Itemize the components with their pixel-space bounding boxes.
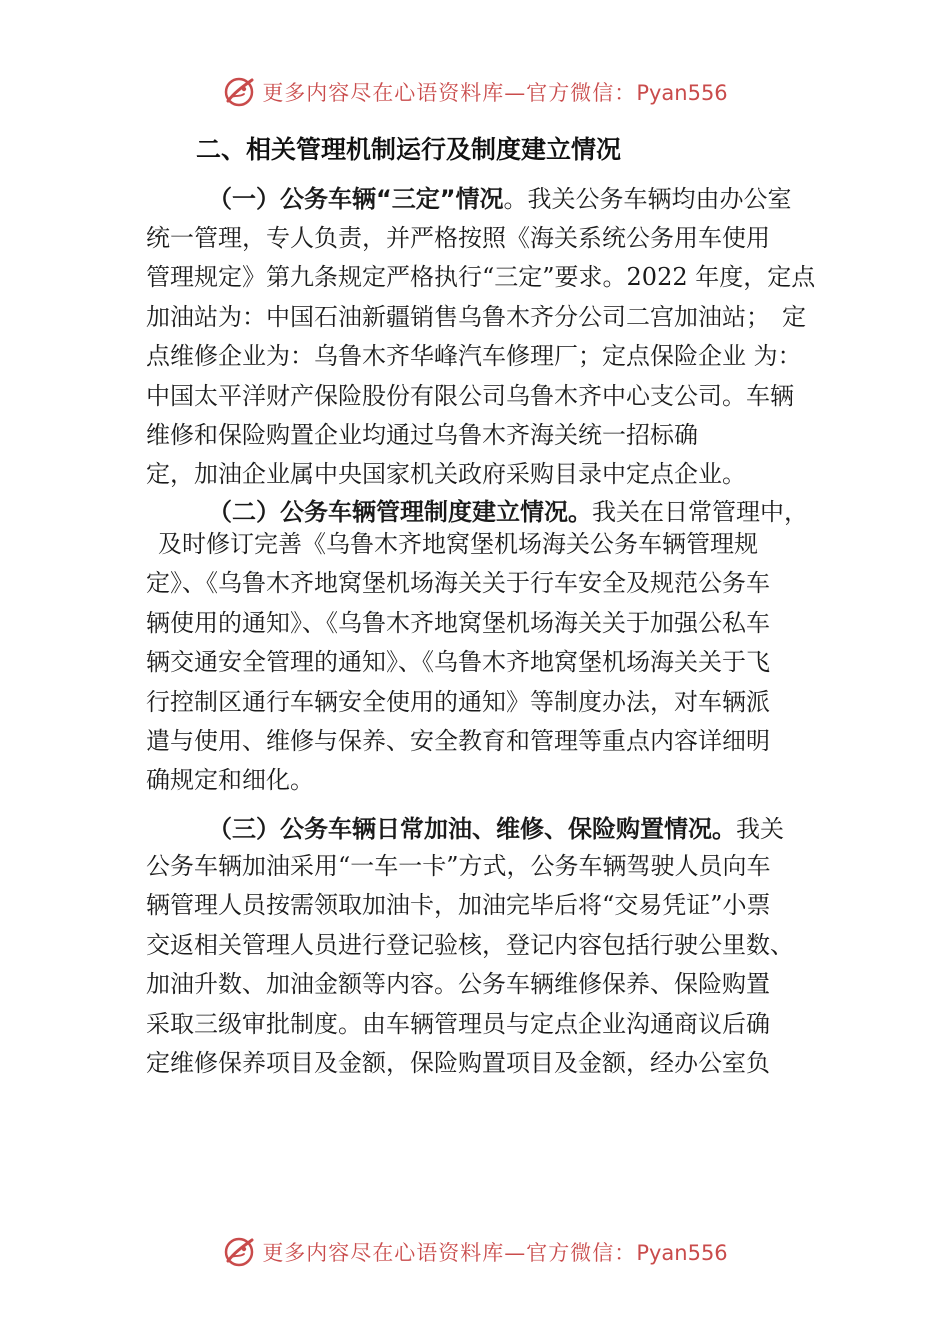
paragraph-line: 辆使用的通知》、《乌鲁木齐地窝堡机场海关关于加强公私车 (146, 609, 770, 637)
section2-title: （二）公务车辆管理制度建立情况。 (208, 498, 592, 526)
paragraph-line: 管理规定》第九条规定严格执行“三定”要求。2022 年度，定点 (146, 263, 816, 291)
paragraph-line: 加油站为：中国石油新疆销售乌鲁木齐分公司二宫加油站； 定 (146, 303, 806, 331)
paragraph-line: 定，加油企业属中央国家机关政府采购目录中定点企业。 (146, 460, 746, 488)
footer-watermark (0, 1232, 950, 1272)
header-watermark (0, 72, 950, 112)
paragraph-line: 采取三级审批制度。由车辆管理员与定点企业沟通商议后确 (146, 1010, 770, 1038)
paragraph-line: 行控制区通行车辆安全使用的通知》等制度办法，对车辆派 (146, 688, 770, 716)
brush-logo-icon (222, 1235, 256, 1269)
paragraph-line: 辆管理人员按需领取加油卡，加油完毕后将“交易凭证”小票 (146, 891, 771, 919)
watermark-text: 更多内容尽在心语资料库—官方微信：Pyan556 (262, 81, 728, 105)
section1-title: （一）公务车辆“三定”情况 (208, 185, 504, 213)
watermark-text: 更多内容尽在心语资料库—官方微信：Pyan556 (262, 1241, 728, 1265)
paragraph-line: 交返相关管理人员进行登记验核，登记内容包括行驶公里数、 (146, 931, 794, 959)
paragraph-line: 确规定和细化。 (146, 766, 314, 794)
paragraph-line: 定维修保养项目及金额，保险购置项目及金额，经办公室负 (146, 1049, 770, 1077)
wechat-id: Pyan556 (636, 81, 728, 105)
section-heading: 二、相关管理机制运行及制度建立情况 (196, 135, 622, 164)
paragraph-line: 辆交通安全管理的通知》、《乌鲁木齐地窝堡机场海关关于飞 (146, 648, 770, 676)
section3-first-line: （三）公务车辆日常加油、维修、保险购置情况。我关 (208, 815, 784, 843)
section2-first-line: （二）公务车辆管理制度建立情况。我关在日常管理中， (208, 498, 808, 526)
paragraph-line: 公务车辆加油采用“一车一卡”方式，公务车辆驾驶人员向车 (146, 852, 771, 880)
paragraph-line: 加油升数、加油金额等内容。公务车辆维修保养、保险购置 (146, 970, 770, 998)
wechat-id: Pyan556 (636, 1241, 728, 1265)
paragraph-line: 定》、《乌鲁木齐地窝堡机场海关关于行车安全及规范公务车 (146, 569, 770, 597)
paragraph-line: 中国太平洋财产保险股份有限公司乌鲁木齐中心支公司。车辆 (146, 382, 794, 410)
section3-title: （三）公务车辆日常加油、维修、保险购置情况。 (208, 815, 736, 843)
brush-logo-icon (222, 75, 256, 109)
paragraph-line: 维修和保险购置企业均通过乌鲁木齐海关统一招标确 (146, 421, 698, 449)
paragraph-line: 及时修订完善《乌鲁木齐地窝堡机场海关公务车辆管理规 (158, 530, 758, 558)
paragraph-line: 遣与使用、维修与保养、安全教育和管理等重点内容详细明 (146, 727, 770, 755)
paragraph-line: 统一管理，专人负责，并严格按照《海关系统公务用车使用 (146, 224, 770, 252)
section1-first-line: （一）公务车辆“三定”情况。我关公务车辆均由办公室 (208, 185, 792, 213)
paragraph-line: 点维修企业为：乌鲁木齐华峰汽车修理厂；定点保险企业 为： (146, 342, 802, 370)
